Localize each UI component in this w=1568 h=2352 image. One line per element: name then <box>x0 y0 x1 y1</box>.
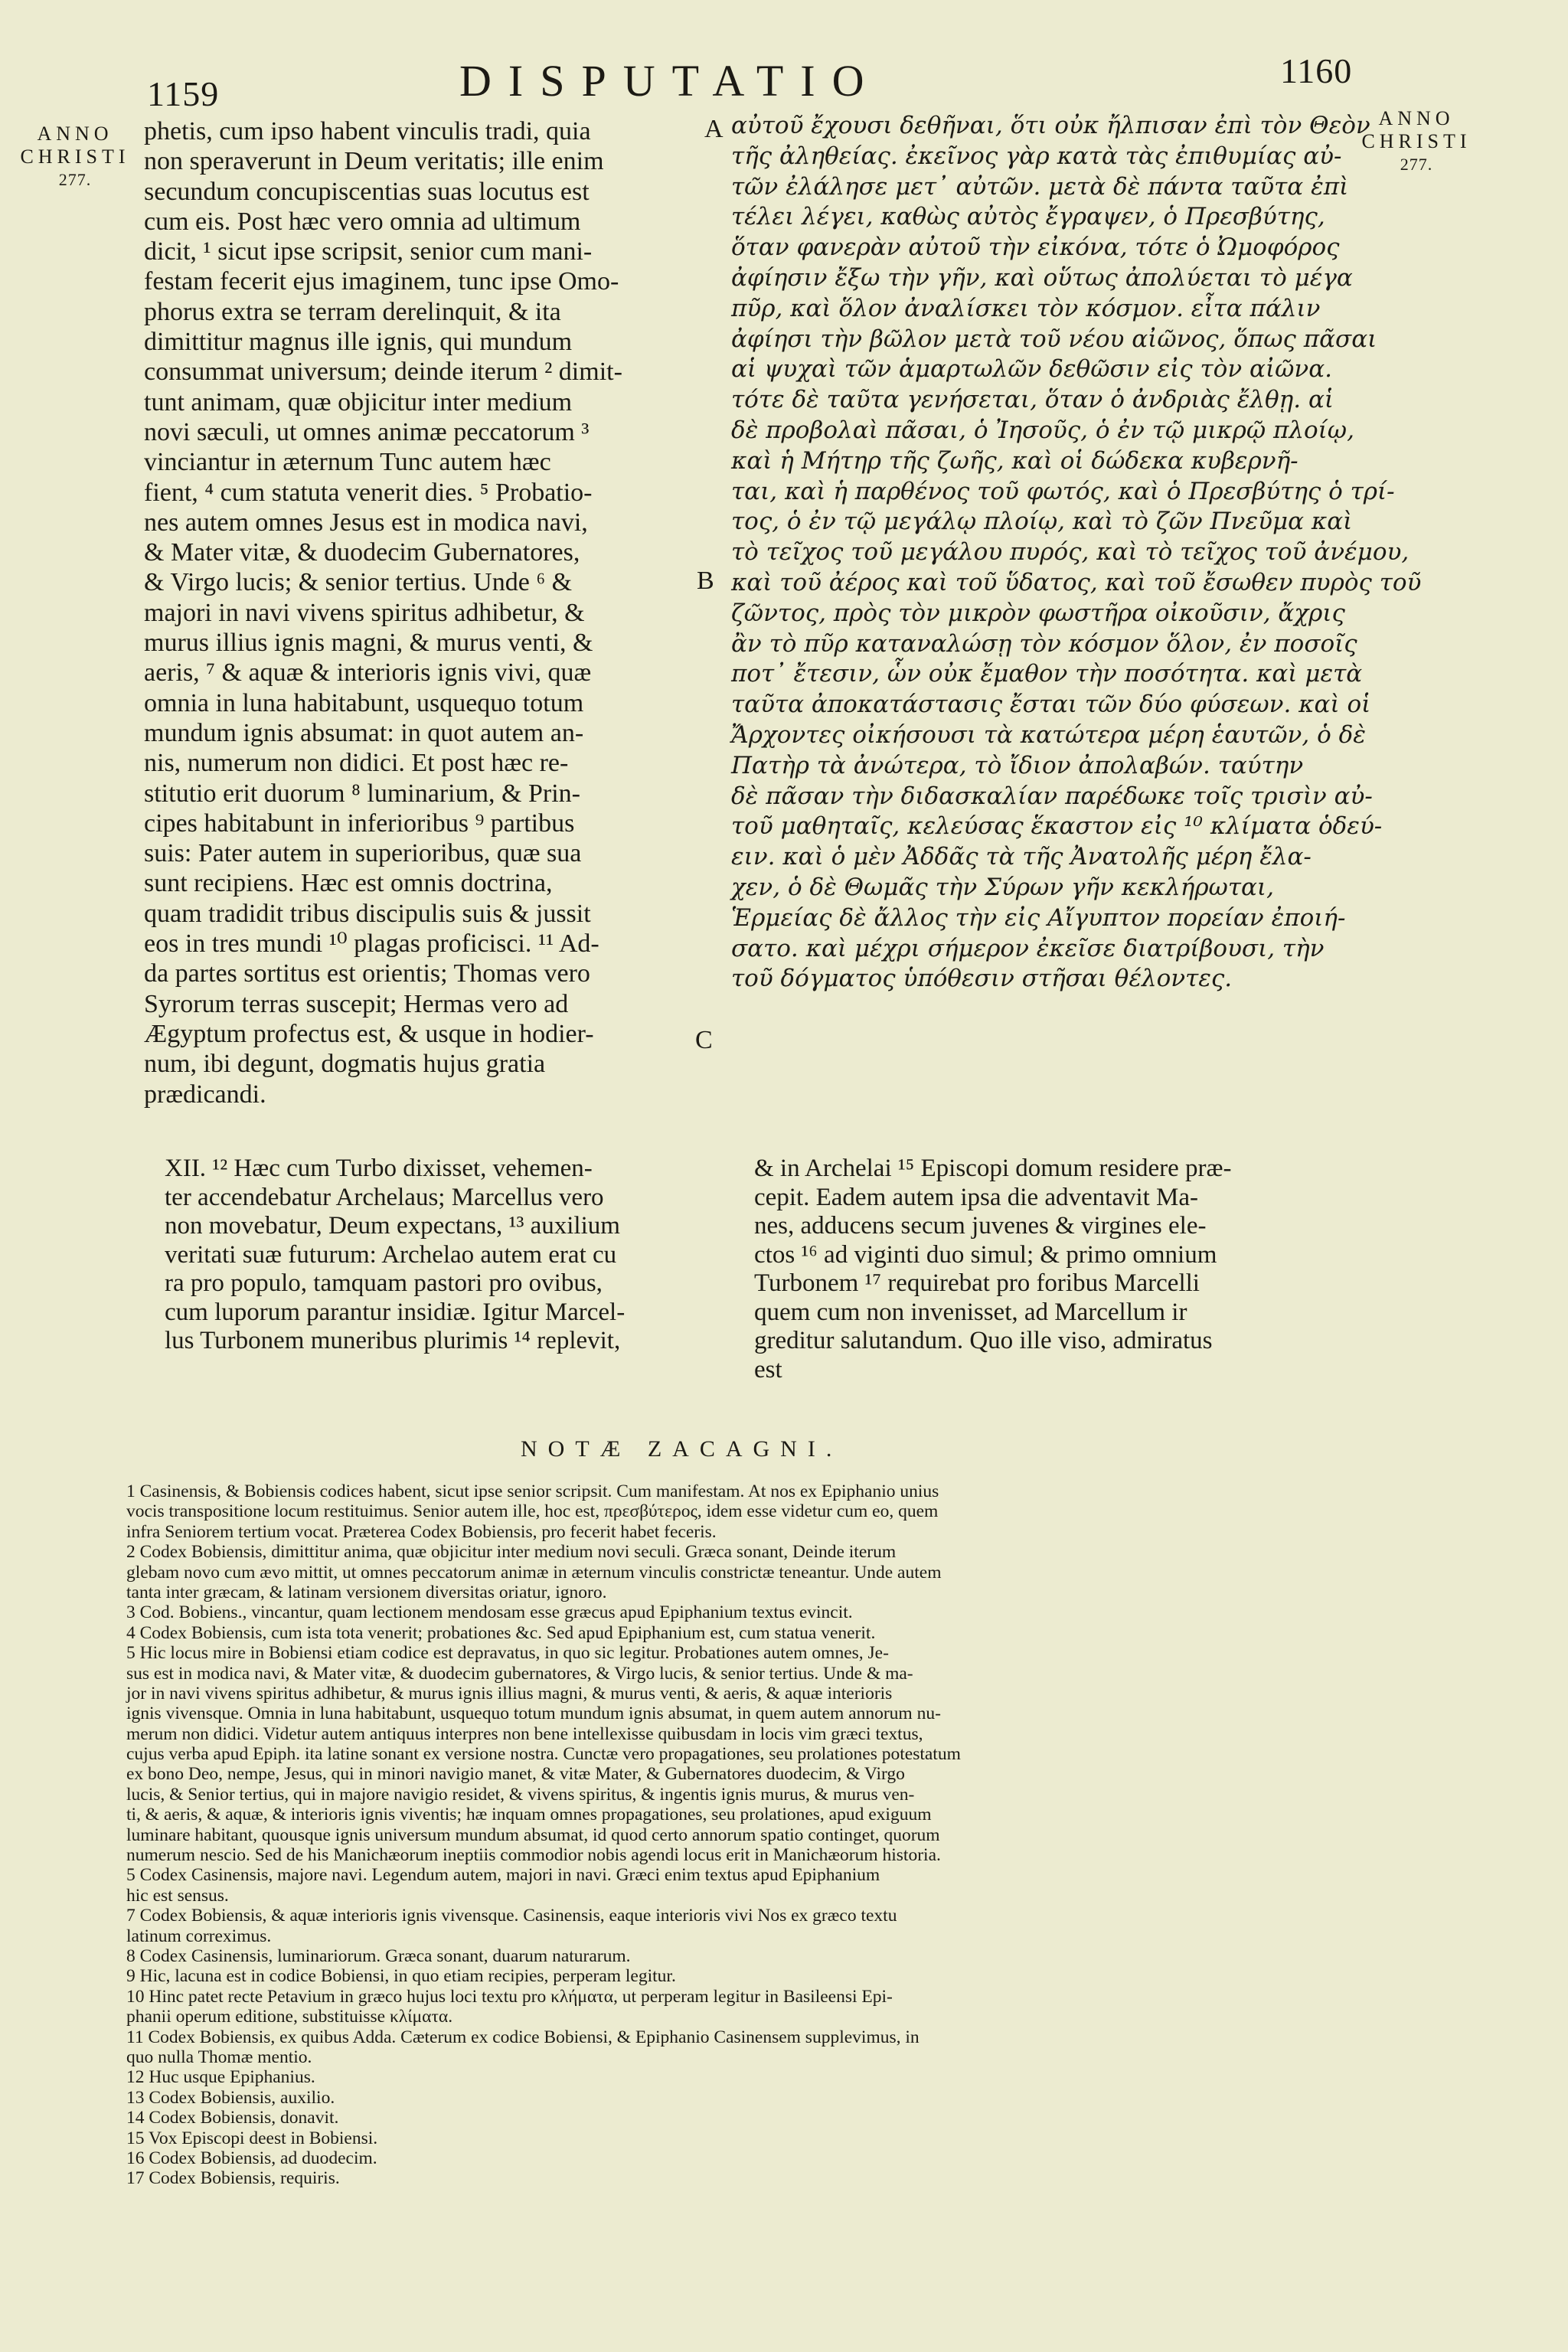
greek-text-line: τέλει λέγει, καθὼς αὐτὸς ἔγραψεν, ὁ Πρεσβύτης, <box>731 203 1325 231</box>
latin-text-line: murus illius ignis magni, & murus venti, & <box>144 629 593 658</box>
latin-text-line: majori in navi vivens spiritus adhibetur, & <box>144 598 585 627</box>
greek-text-line: καὶ τοῦ ἀέρος καὶ τοῦ ὕδατος, καὶ τοῦ ἔσωθεν πυρὸς τοῦ <box>731 568 1422 596</box>
note-line: ti, & aeris, & aquæ, & interioris ignis viventis; hæ inquam omnes propagationes, seu prolationes, apud exiguum <box>126 1805 932 1825</box>
greek-text-line: τος, ὁ ἐν τῷ μεγάλῳ πλοίῳ, καὶ τὸ ζῶν Πνεῦμα καὶ <box>731 508 1353 536</box>
greek-text-line: ζῶντος, πρὸς τὸν μικρὸν φωστῆρα οἰκοῦσιν, ἄχρις <box>731 599 1345 627</box>
note-line: numerum nescio. Sed de his Manichæorum ineptiis commodior nobis agendi locus erit in Manichæorum historia. <box>126 1845 941 1866</box>
latin-text-line: dicit, ¹ sicut ipse scripsit, senior cum mani- <box>144 237 593 266</box>
section-text-line: nes, adducens secum juvenes & virgines ele- <box>754 1212 1207 1240</box>
note-line: 9 Hic, lacuna est in codice Bobiensi, in quo etiam recipies, perperam legitur. <box>126 1966 676 1987</box>
greek-text-line: ειν. καὶ ὁ μὲν Ἀδδᾶς τὰ τῆς Ἀνατολῆς μέρη ἔλα- <box>731 843 1312 871</box>
greek-text-line: Ἄρχοντες οἰκήσουσι τὰ κατώτερα μέρη ἑαυτῶν, ὁ δὲ <box>731 720 1366 749</box>
latin-text-line: Ægyptum profectus est, & usque in hodier- <box>144 1019 594 1048</box>
greek-text-line: ται, καὶ ἡ παρθένος τοῦ φωτός, καὶ ὁ Πρεσβύτης ὁ τρί- <box>731 477 1395 505</box>
section-text-line: ctos ¹⁶ ad viginti duo simul; & primo omnium <box>754 1240 1217 1269</box>
greek-text-line: αὐτοῦ ἔχουσι δεθῆναι, ὅτι οὐκ ἤλπισαν ἐπὶ τὸν Θεὸν <box>731 112 1370 139</box>
greek-text-line: δὲ πᾶσαν τὴν διδασκαλίαν παρέδωκε τοῖς τρισὶν αὐ- <box>731 782 1373 810</box>
note-line: tanta inter græcam, & latinam versionem diversitas oriatur, ignoro. <box>126 1582 607 1602</box>
note-line: 13 Codex Bobiensis, auxilio. <box>126 2087 335 2108</box>
greek-text-line: τοῦ δόγματος ὑπόθεσιν στῆσαι θέλοντες. <box>731 965 1233 993</box>
section-text-line: & in Archelai ¹⁵ Episcopi domum residere præ- <box>754 1155 1232 1182</box>
greek-text-line: τῆς ἀληθείας. ἐκεῖνος γὰρ κατὰ τὰς ἐπιθυμίας αὐ- <box>731 142 1342 170</box>
note-line: jor in navi vivens spiritus adhibetur, & murus ignis illius magni, & murus venti, & aeris, & aquæ interioris <box>126 1683 893 1704</box>
note-line: phanii operum editione, substituisse κλίματα. <box>126 2007 453 2027</box>
note-line: ex bono Deo, nempe, Jesus, qui in minori navigio manet, & vitæ Mater, & Gubernatores duodecim, & Virgo <box>126 1764 905 1785</box>
note-line: glebam novo cum ævo mittit, ut omnes peccatorum animæ in æternum vinculis constrictæ teneantur. Unde autem <box>126 1562 942 1583</box>
latin-text-line: sunt recipiens. Hæc est omnis doctrina, <box>144 869 553 898</box>
greek-text-line: ταῦτα ἀποκατάστασις ἔσται τῶν δύο φύσεων. καὶ οἱ <box>731 691 1371 719</box>
note-line: sus est in modica navi, & Mater vitæ, & duodecim gubernatores, & Virgo lucis, & senior tertius. Unde & ma- <box>126 1663 913 1684</box>
note-line: cujus verba apud Epiph. ita latine sonant ex versione nostra. Cunctæ vero propagationes, seu prolationes potestatum <box>126 1744 961 1765</box>
latin-text-line: cum eis. Post hæc vero omnia ad ultimum <box>144 207 581 236</box>
greek-text-line: δὲ προβολαὶ πᾶσαι, ὁ Ἰησοῦς, ὁ ἐν τῷ μικρῷ πλοίῳ, <box>731 416 1354 444</box>
latin-text-line: novi sæculi, ut omnes animæ peccatorum ³ <box>144 417 590 446</box>
latin-text-line: stitutio erit duorum ⁸ luminarium, & Prin- <box>144 779 580 808</box>
section-text-line: Turbonem ¹⁷ requirebat pro foribus Marcelli <box>754 1269 1200 1297</box>
margin-year: 277. <box>1400 155 1433 174</box>
section-text-line: ter accendebatur Archelaus; Marcellus vero <box>165 1183 604 1211</box>
section-marker-b: B <box>697 567 714 595</box>
section-marker-c: C <box>695 1026 713 1054</box>
note-line: 4 Codex Bobiensis, cum ista tota venerit; probationes &c. Sed apud Epiphanium est, cum statua venerit. <box>126 1622 876 1643</box>
greek-text-line: ἀφίησι τὴν βῶλον μετὰ τοῦ νέου αἰῶνος, ὅπως πᾶσαι <box>731 325 1377 353</box>
greek-text-line: Ἑρμείας δὲ ἄλλος τὴν εἰς Αἴγυπτον πορείαν ἐποιή- <box>731 903 1346 932</box>
note-line: infra Seniorem tertium vocat. Præterea Codex Bobiensis, pro fecerit habet feceris. <box>126 1521 717 1542</box>
latin-text-line: eos in tres mundi ¹⁰ plagas proficisci. ¹¹ Ad- <box>144 929 599 959</box>
latin-text-line: aeris, ⁷ & aquæ & interioris ignis vivi, quæ <box>144 658 592 688</box>
section-text-line: cepit. Eadem autem ipsa die adventavit Ma- <box>754 1183 1199 1211</box>
latin-text-line: nes autem omnes Jesus est in modica navi, <box>144 508 588 537</box>
section-text-line: veritati suæ futurum: Archelao autem erat cu <box>165 1240 617 1269</box>
notes-title: NOTÆ ZACAGNI. <box>521 1436 843 1462</box>
greek-text-line: καὶ ἡ Μήτηρ τῆς ζωῆς, καὶ οἱ δώδεκα κυβερνῆ- <box>731 446 1298 475</box>
page-number-right: 1160 <box>1280 51 1353 90</box>
greek-text-line: ποτ᾽ ἔτεσιν, ὧν οὐκ ἔμαθον τὴν ποσότητα. καὶ μετὰ <box>731 660 1363 688</box>
section-xii-left-column <box>165 1155 720 1356</box>
margin-anno-label: ANNO <box>1378 107 1455 129</box>
greek-text-line: ἂν τὸ πῦρ καταναλώσῃ τὸν κόσμον ὅλον, ἐν ποσοῖς <box>731 629 1357 658</box>
note-line: 17 Codex Bobiensis, requiris. <box>126 2168 340 2189</box>
section-marker-a: A <box>704 115 724 143</box>
greek-text-line: ὅταν φανερὰν αὐτοῦ τὴν εἰκόνα, τότε ὁ Ὠμοφόρος <box>731 234 1340 262</box>
note-line: 16 Codex Bobiensis, ad duodecim. <box>126 2148 377 2168</box>
note-line: 5 Hic locus mire in Bobiensi etiam codice est depravatus, in quo sic legitur. Probationes autem omnes, Je- <box>126 1643 889 1664</box>
latin-text-line: secundum concupiscentias suas locutus est <box>144 177 590 206</box>
greek-text-line: ἀφίησιν ἔξω τὴν γῆν, καὶ οὕτως ἀπολύεται τὸ μέγα <box>731 263 1353 292</box>
latin-text-line: festam fecerit ejus imaginem, tunc ipse Omo- <box>144 267 619 296</box>
note-line: 1 Casinensis, & Bobiensis codices habent, sicut ipse senior scripsit. Cum manifestam. At nos ex Epiphanio unius <box>126 1481 939 1501</box>
note-line: 15 Vox Episcopi deest in Bobiensi. <box>126 2128 378 2148</box>
notes-body <box>126 1481 1336 2189</box>
note-line: 8 Codex Casinensis, luminariorum. Græca sonant, duarum naturarum. <box>126 1945 631 1966</box>
latin-text-line: fient, ⁴ cum statuta venerit dies. ⁵ Probatio- <box>144 478 593 507</box>
latin-text-line: num, ibi degunt, dogmatis hujus gratia <box>144 1050 546 1079</box>
latin-text-line: dimittitur magnus ille ignis, qui mundum <box>144 328 573 357</box>
greek-text-line: σατο. καὶ μέχρι σήμερον ἐκεῖσε διατρίβουσι, τὴν <box>731 934 1325 962</box>
latin-text-line: vinciantur in æternum Tunc autem hæc <box>144 448 551 477</box>
greek-text-line: τότε δὲ ταῦτα γενήσεται, ὅταν ὁ ἀνδριὰς ἔλθῃ. αἱ <box>731 386 1334 414</box>
note-line: 7 Codex Bobiensis, & aquæ interioris ignis vivensque. Casinensis, eaque interioris vivi Nos ex græco textu <box>126 1906 897 1926</box>
greek-text-line: πῦρ, καὶ ὅλον ἀναλίσκει τὸν κόσμον. εἶτα πάλιν <box>731 294 1321 322</box>
greek-text-line: τοῦ μαθηταῖς, κελεύσας ἕκαστον εἰς ¹⁰ κλίματα ὁδεύ- <box>731 812 1383 841</box>
latin-text-line: Syrorum terras suscepit; Hermas vero ad <box>144 989 569 1018</box>
greek-text-line: τῶν ἐλάλησε μετ᾽ αὐτῶν. μετὰ δὲ πάντα ταῦτα ἐπὶ <box>731 172 1349 201</box>
section-text-line: cum luporum parantur insidiæ. Igitur Marcel- <box>165 1298 626 1326</box>
note-line: 11 Codex Bobiensis, ex quibus Adda. Cæterum ex codice Bobiensi, & Epiphanio Casinensem supplevimus, in <box>126 2027 920 2047</box>
note-line: lucis, & Senior tertius, qui in majore navigio residet, & vivens spiritus, & ingentis ignis murus, & murus ven- <box>126 1784 915 1805</box>
section-text-line: greditur salutandum. Quo ille viso, admiratus <box>754 1327 1213 1354</box>
latin-text-line: non speraverunt in Deum veritatis; ille enim <box>144 147 604 176</box>
margin-right-anno <box>1355 107 1478 176</box>
latin-text-line: phetis, cum ipso habent vinculis tradi, quia <box>144 117 591 145</box>
note-line: merum non didici. Videtur autem antiquus interpres non bene intellexisse quibusdam in locis vim græci textus, <box>126 1723 923 1744</box>
latin-text-line: & Virgo lucis; & senior tertius. Unde ⁶ & <box>144 568 573 597</box>
latin-text-line: cipes habitabunt in inferioribus ⁹ partibus <box>144 808 575 838</box>
latin-text-line: nis, numerum non didici. Et post hæc re- <box>144 749 569 778</box>
latin-text-line: phorus extra se terram derelinquit, & ita <box>144 297 561 326</box>
latin-text-line: da partes sortitus est orientis; Thomas vero <box>144 959 590 988</box>
note-line: 3 Cod. Bobiens., vincantur, quam lectionem mendosam esse græcus apud Epiphanium textus evincit. <box>126 1602 853 1623</box>
margin-christi-label: CHRISTI <box>1361 130 1472 152</box>
section-text-line: quem cum non invenisset, ad Marcellum ir <box>754 1298 1187 1326</box>
page-number-left: 1159 <box>147 74 220 113</box>
note-line: quo nulla Thomæ mentio. <box>126 2047 312 2067</box>
latin-text-line: suis: Pater autem in superioribus, quæ sua <box>144 839 582 868</box>
greek-text-line: τὸ τεῖχος τοῦ μεγάλου πυρός, καὶ τὸ τεῖχος τοῦ ἀνέμου, <box>731 538 1410 567</box>
section-xii-right-column <box>754 1155 1305 1384</box>
latin-text-line: quam tradidit tribus discipulis suis & jussit <box>144 899 591 928</box>
margin-anno-label: ANNO <box>37 122 113 145</box>
page-title: DISPUTATIO <box>459 56 881 106</box>
section-text-line: XII. ¹² Hæc cum Turbo dixisset, vehemen- <box>165 1155 593 1182</box>
latin-text-line: consummat universum; deinde iterum ² dimit- <box>144 358 622 387</box>
note-line: vocis transpositione locum restituimus. Senior autem ille, hoc est, πρεσβύτερος, idem esse videtur cum eo, quem <box>126 1501 939 1522</box>
note-line: luminare habitant, quousque ignis universum mundum absumat, id quod certo annorum spatio continget, quorum <box>126 1824 940 1845</box>
latin-text-line: mundum ignis absumat: in quot autem an- <box>144 718 584 747</box>
section-text-line: lus Turbonem muneribus plurimis ¹⁴ replevit, <box>165 1327 621 1354</box>
note-line: hic est sensus. <box>126 1885 229 1906</box>
margin-year: 277. <box>58 170 92 189</box>
section-text-line: ra pro populo, tamquam pastori pro ovibus, <box>165 1269 603 1297</box>
note-line: 10 Hinc patet recte Petavium in græco hujus loci textu pro κλήματα, ut perperam legitur in Basileensi Epi- <box>126 1986 893 2007</box>
note-line: 14 Codex Bobiensis, donavit. <box>126 2108 339 2128</box>
latin-text-line: prædicandi. <box>144 1080 266 1109</box>
note-line: 12 Huc usque Epiphanius. <box>126 2067 315 2088</box>
greek-text-line: χεν, ὁ δὲ Θωμᾶς τὴν Σύρων γῆν κεκλήρωται, <box>731 873 1274 901</box>
latin-text-line: & Mater vitæ, & duodecim Gubernatores, <box>144 538 580 567</box>
note-line: 2 Codex Bobiensis, dimittitur anima, quæ objicitur inter medium novi seculi. Græca sonant, Deinde iterum <box>126 1542 897 1563</box>
note-line: 5 Codex Casinensis, majore navi. Legendum autem, majori in navi. Græci enim textus apud Epiphanium <box>126 1865 880 1886</box>
greek-text-line: Πατὴρ τὰ ἀνώτερα, τὸ ἴδιον ἀπολαβών. ταύτην <box>731 751 1304 779</box>
latin-text-column <box>144 116 699 1109</box>
latin-text-line: tunt animam, quæ objicitur inter medium <box>144 387 573 416</box>
section-text-line: est <box>754 1355 782 1383</box>
greek-text-line: αἱ ψυχαὶ τῶν ἁμαρτωλῶν δεθῶσιν εἰς τὸν αἰῶνα. <box>731 355 1333 384</box>
note-line: latinum correximus. <box>126 1926 272 1946</box>
section-text-line: non movebatur, Deum expectans, ¹³ auxilium <box>165 1212 620 1240</box>
margin-left-anno <box>14 122 136 191</box>
note-line: ignis vivensque. Omnia in luna habitabunt, usquequo totum mundum ignis absumat, in quem autem annorum nu- <box>126 1704 941 1724</box>
margin-christi-label: CHRISTI <box>20 145 130 168</box>
latin-text-line: omnia in luna habitabunt, usquequo totum <box>144 688 584 717</box>
